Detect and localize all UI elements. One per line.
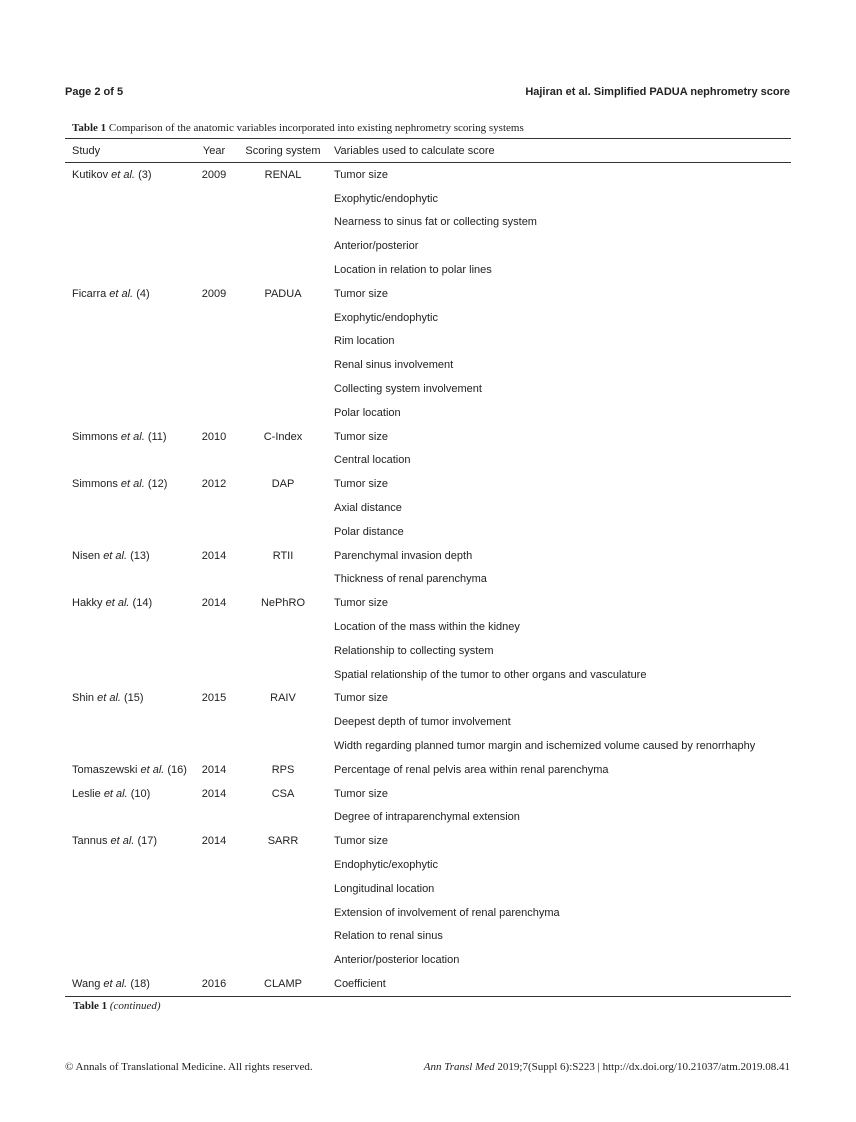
cell-year: 2012: [201, 478, 227, 491]
cell-study: [65, 615, 192, 639]
cell-scoring-system: RENAL: [264, 168, 302, 181]
cell-study: [65, 687, 192, 711]
footer-citation: [424, 1061, 790, 1073]
cell-scoring-system: C-Index: [263, 430, 303, 443]
table-row: [65, 591, 791, 615]
table-row: [65, 782, 791, 806]
cell-study: [65, 353, 192, 377]
cell-variable: Exophytic/endophytic: [334, 311, 438, 324]
cell-year: [192, 948, 236, 972]
table-row: [65, 401, 791, 425]
cell-year: 2009: [201, 168, 227, 181]
table-row: [65, 282, 791, 306]
cell-study: [65, 568, 192, 592]
table-row: [65, 734, 791, 758]
table-row: [65, 710, 791, 734]
table-row: [65, 925, 791, 949]
cell-scoring-system: RPS: [271, 763, 295, 776]
cell-year: [192, 449, 236, 473]
study-et-al: et al.: [103, 977, 128, 990]
study-author: Simmons: [72, 478, 118, 491]
study-reference: (11): [147, 430, 167, 443]
cell-year: [192, 925, 236, 949]
cell-study: [65, 853, 192, 877]
cell-study: [65, 591, 192, 615]
study-et-al: et al.: [109, 287, 134, 300]
cell-study: [65, 377, 192, 401]
cell-study: [65, 710, 192, 734]
cell-variable: Polar distance: [334, 525, 404, 538]
cell-variable: Longitudinal location: [334, 882, 435, 895]
cell-scoring-system: [236, 258, 330, 282]
cell-variable: Degree of intraparenchymal extension: [334, 811, 520, 824]
table-row: [65, 758, 791, 782]
cell-variable: Relation to renal sinus: [334, 930, 443, 943]
cell-year: 2014: [201, 597, 227, 610]
cell-study: [65, 544, 192, 568]
cell-scoring-system: [236, 568, 330, 592]
cell-scoring-system: [236, 925, 330, 949]
table-row: [65, 353, 791, 377]
table-body: [65, 163, 791, 997]
table-row: [65, 615, 791, 639]
cell-year: [192, 639, 236, 663]
cell-variable: Tumor size: [334, 597, 388, 610]
cell-variable: Tumor size: [334, 478, 388, 491]
column-header-year: Year: [192, 139, 236, 163]
cell-year: [192, 663, 236, 687]
study-reference: (17): [137, 835, 158, 848]
cell-study: [65, 425, 192, 449]
cell-scoring-system: [236, 615, 330, 639]
study-reference: (12): [147, 478, 168, 491]
table-row: [65, 687, 791, 711]
cell-scoring-system: [236, 734, 330, 758]
cell-year: [192, 710, 236, 734]
study-et-al: et al.: [120, 430, 145, 443]
cell-study: [65, 972, 192, 996]
cell-year: 2015: [201, 692, 227, 705]
cell-variable: Endophytic/exophytic: [334, 859, 438, 871]
study-et-al: et al.: [103, 787, 128, 800]
cell-scoring-system: [236, 330, 330, 354]
cell-year: [192, 306, 236, 330]
cell-scoring-system: SARR: [267, 835, 299, 848]
column-header-variables: Variables used to calculate score: [330, 139, 791, 163]
table-row: [65, 163, 791, 187]
cell-scoring-system: [236, 187, 330, 211]
cell-variable: Tumor size: [334, 835, 388, 848]
study-reference: (13): [130, 549, 150, 562]
cell-year: [192, 401, 236, 425]
cell-study: [65, 234, 192, 258]
cell-year: [192, 901, 236, 925]
study-author: Ficarra: [72, 287, 107, 300]
cell-scoring-system: [236, 211, 330, 235]
study-et-al: et al.: [103, 549, 128, 562]
cell-variable: Deepest depth of tumor involvement: [334, 716, 511, 729]
table-row: [65, 568, 791, 592]
column-header-scoring-system: Scoring system: [236, 139, 330, 163]
cell-scoring-system: CSA: [271, 787, 295, 800]
cell-variable: Collecting system involvement: [334, 383, 482, 396]
cell-study: [65, 282, 192, 306]
cell-study: [65, 829, 192, 853]
cell-year: [192, 234, 236, 258]
cell-study: [65, 163, 192, 187]
cell-scoring-system: [236, 806, 330, 830]
table-continued-note: [73, 1000, 161, 1012]
cell-study: [65, 663, 192, 687]
cell-scoring-system: [236, 710, 330, 734]
column-header-study: Study: [65, 139, 192, 163]
cell-scoring-system: [236, 639, 330, 663]
study-et-al: et al.: [110, 835, 135, 848]
cell-scoring-system: [236, 306, 330, 330]
cell-scoring-system: [236, 234, 330, 258]
table-row: [65, 520, 791, 544]
table-row: [65, 948, 791, 972]
cell-scoring-system: PADUA: [264, 287, 302, 300]
cell-study: [65, 782, 192, 806]
table-row: [65, 663, 791, 687]
table-row: [65, 306, 791, 330]
cell-variable: Coefficient: [330, 972, 791, 996]
table-row: [65, 829, 791, 853]
cell-variable: Location of the mass within the kidney: [334, 621, 520, 634]
table-row: [65, 901, 791, 925]
study-author: Leslie: [72, 787, 101, 800]
cell-study: [65, 925, 192, 949]
table-header-row: [65, 139, 791, 163]
table-row: [65, 639, 791, 663]
table-row: [65, 330, 791, 354]
cell-year: [192, 353, 236, 377]
table-row: [65, 496, 791, 520]
cell-variable: Spatial relationship of the tumor to other organs and vasculature: [334, 668, 647, 681]
cell-variable: Tumor size: [334, 692, 388, 705]
cell-study: [65, 306, 192, 330]
table-caption: [72, 122, 524, 134]
study-author: Kutikov: [72, 168, 109, 181]
study-author: Hakky: [72, 597, 103, 610]
running-title: Hajiran et al. Simplified PADUA nephrometry score: [525, 86, 790, 98]
continued-label: Table 1: [73, 1000, 108, 1012]
cell-variable: Width regarding planned tumor margin and ischemized volume caused by renorrhaphy: [334, 740, 756, 753]
study-reference: (4): [136, 287, 150, 300]
cell-study: [65, 401, 192, 425]
study-reference: (3): [138, 168, 152, 181]
cell-variable: Parenchymal invasion depth: [334, 549, 473, 562]
footer-copyright: © Annals of Translational Medicine. All rights reserved.: [65, 1061, 313, 1073]
study-et-al: et al.: [97, 692, 121, 705]
table-row: [65, 258, 791, 282]
table-row: [65, 806, 791, 830]
cell-year: 2014: [201, 763, 227, 776]
cell-year: 2014: [201, 787, 227, 800]
study-author: Shin: [72, 692, 95, 705]
cell-variable: Relationship to collecting system: [334, 644, 494, 657]
study-et-al: et al.: [105, 597, 130, 610]
cell-year: [192, 615, 236, 639]
table-caption-text: Comparison of the anatomic variables incorporated into existing nephrometry scoring systems: [108, 122, 524, 134]
cell-scoring-system: [236, 377, 330, 401]
cell-variable: Central location: [334, 454, 411, 467]
cell-variable: Extension of involvement of renal parenchyma: [334, 906, 560, 919]
cell-year: 2014: [201, 835, 227, 848]
cell-year: 2016: [192, 972, 236, 996]
study-author: Tannus: [72, 835, 108, 848]
cell-study: [65, 901, 192, 925]
cell-variable: Polar location: [334, 406, 401, 419]
study-reference: (16): [167, 763, 187, 776]
table-row: [65, 187, 791, 211]
cell-year: [192, 806, 236, 830]
table-row: [65, 377, 791, 401]
table-row: [65, 972, 791, 996]
cell-scoring-system: [236, 948, 330, 972]
table-row: [65, 853, 791, 877]
cell-scoring-system: [236, 401, 330, 425]
cell-study: [65, 758, 192, 782]
cell-study: [65, 187, 192, 211]
cell-study: [65, 877, 192, 901]
cell-year: [192, 520, 236, 544]
nephrometry-table: [65, 138, 791, 997]
cell-scoring-system: [236, 663, 330, 687]
study-reference: (15): [124, 692, 144, 705]
cell-study: [65, 472, 192, 496]
cell-scoring-system: [236, 496, 330, 520]
cell-study: [65, 806, 192, 830]
cell-variable: Tumor size: [334, 168, 388, 181]
cell-study: [65, 520, 192, 544]
cell-scoring-system: [236, 353, 330, 377]
cell-variable: Anterior/posterior: [334, 240, 419, 253]
cell-study: [65, 211, 192, 235]
cell-scoring-system: DAP: [271, 478, 295, 491]
cell-variable: Location in relation to polar lines: [334, 264, 492, 277]
cell-scoring-system: CLAMP: [236, 972, 330, 996]
cell-scoring-system: RAIV: [270, 692, 296, 705]
cell-study: [65, 496, 192, 520]
study-et-al: et al.: [111, 168, 135, 181]
cell-study: [65, 258, 192, 282]
cell-year: [192, 568, 236, 592]
cell-variable: Tumor size: [334, 430, 388, 443]
table-container: [65, 138, 791, 997]
cell-study: [65, 639, 192, 663]
study-author: Simmons: [72, 430, 118, 443]
study-reference: (14): [132, 597, 153, 610]
cell-year: 2010: [201, 430, 227, 443]
table-label: Table 1: [72, 122, 107, 134]
cell-variable: Exophytic/endophytic: [334, 192, 438, 205]
study-reference: (18): [130, 977, 150, 990]
cell-variable: Anterior/posterior location: [334, 954, 460, 967]
cell-year: [192, 877, 236, 901]
table-row: [65, 544, 791, 568]
cell-year: 2014: [201, 549, 227, 562]
cell-study: [65, 948, 192, 972]
cell-year: [192, 734, 236, 758]
cell-year: [192, 258, 236, 282]
cell-year: 2009: [201, 287, 227, 300]
cell-variable: Tumor size: [334, 787, 388, 800]
cell-scoring-system: [236, 901, 330, 925]
cell-study: [65, 734, 192, 758]
cell-scoring-system: [236, 877, 330, 901]
cell-variable: Renal sinus involvement: [334, 359, 454, 372]
table-row: [65, 234, 791, 258]
cell-year: [192, 496, 236, 520]
table-row: [65, 211, 791, 235]
cell-year: [192, 211, 236, 235]
table-row: [65, 425, 791, 449]
study-et-al: et al.: [140, 763, 165, 776]
cell-scoring-system: [236, 449, 330, 473]
study-et-al: et al.: [120, 478, 145, 491]
study-author: Nisen: [72, 549, 101, 562]
cell-study: [65, 449, 192, 473]
footer-citation-text: 2019;7(Suppl 6):S223 | http://dx.doi.org/10.21037/atm.2019.08.41: [497, 1061, 790, 1073]
cell-variable: Percentage of renal pelvis area within renal parenchyma: [334, 763, 609, 776]
table-row: [65, 472, 791, 496]
cell-year: [192, 187, 236, 211]
table-row: [65, 449, 791, 473]
cell-variable: Rim location: [334, 335, 395, 348]
cell-variable: Thickness of renal parenchyma: [334, 573, 487, 586]
cell-scoring-system: NePhRO: [260, 597, 306, 610]
cell-variable: Tumor size: [334, 287, 388, 300]
cell-scoring-system: [236, 520, 330, 544]
cell-year: [192, 853, 236, 877]
cell-year: [192, 377, 236, 401]
cell-scoring-system: [236, 853, 330, 877]
cell-year: [192, 330, 236, 354]
cell-scoring-system: RTII: [272, 549, 294, 562]
study-reference: (10): [130, 787, 151, 800]
continued-text: (continued): [109, 1000, 161, 1012]
cell-variable: Nearness to sinus fat or collecting system: [334, 216, 537, 229]
study-author: Tomaszewski: [72, 763, 138, 776]
page-number: Page 2 of 5: [65, 86, 124, 98]
cell-variable: Axial distance: [334, 502, 402, 515]
cell-study: [65, 330, 192, 354]
footer-journal: Ann Transl Med: [423, 1061, 495, 1073]
study-author: Wang: [72, 977, 101, 990]
table-row: [65, 877, 791, 901]
